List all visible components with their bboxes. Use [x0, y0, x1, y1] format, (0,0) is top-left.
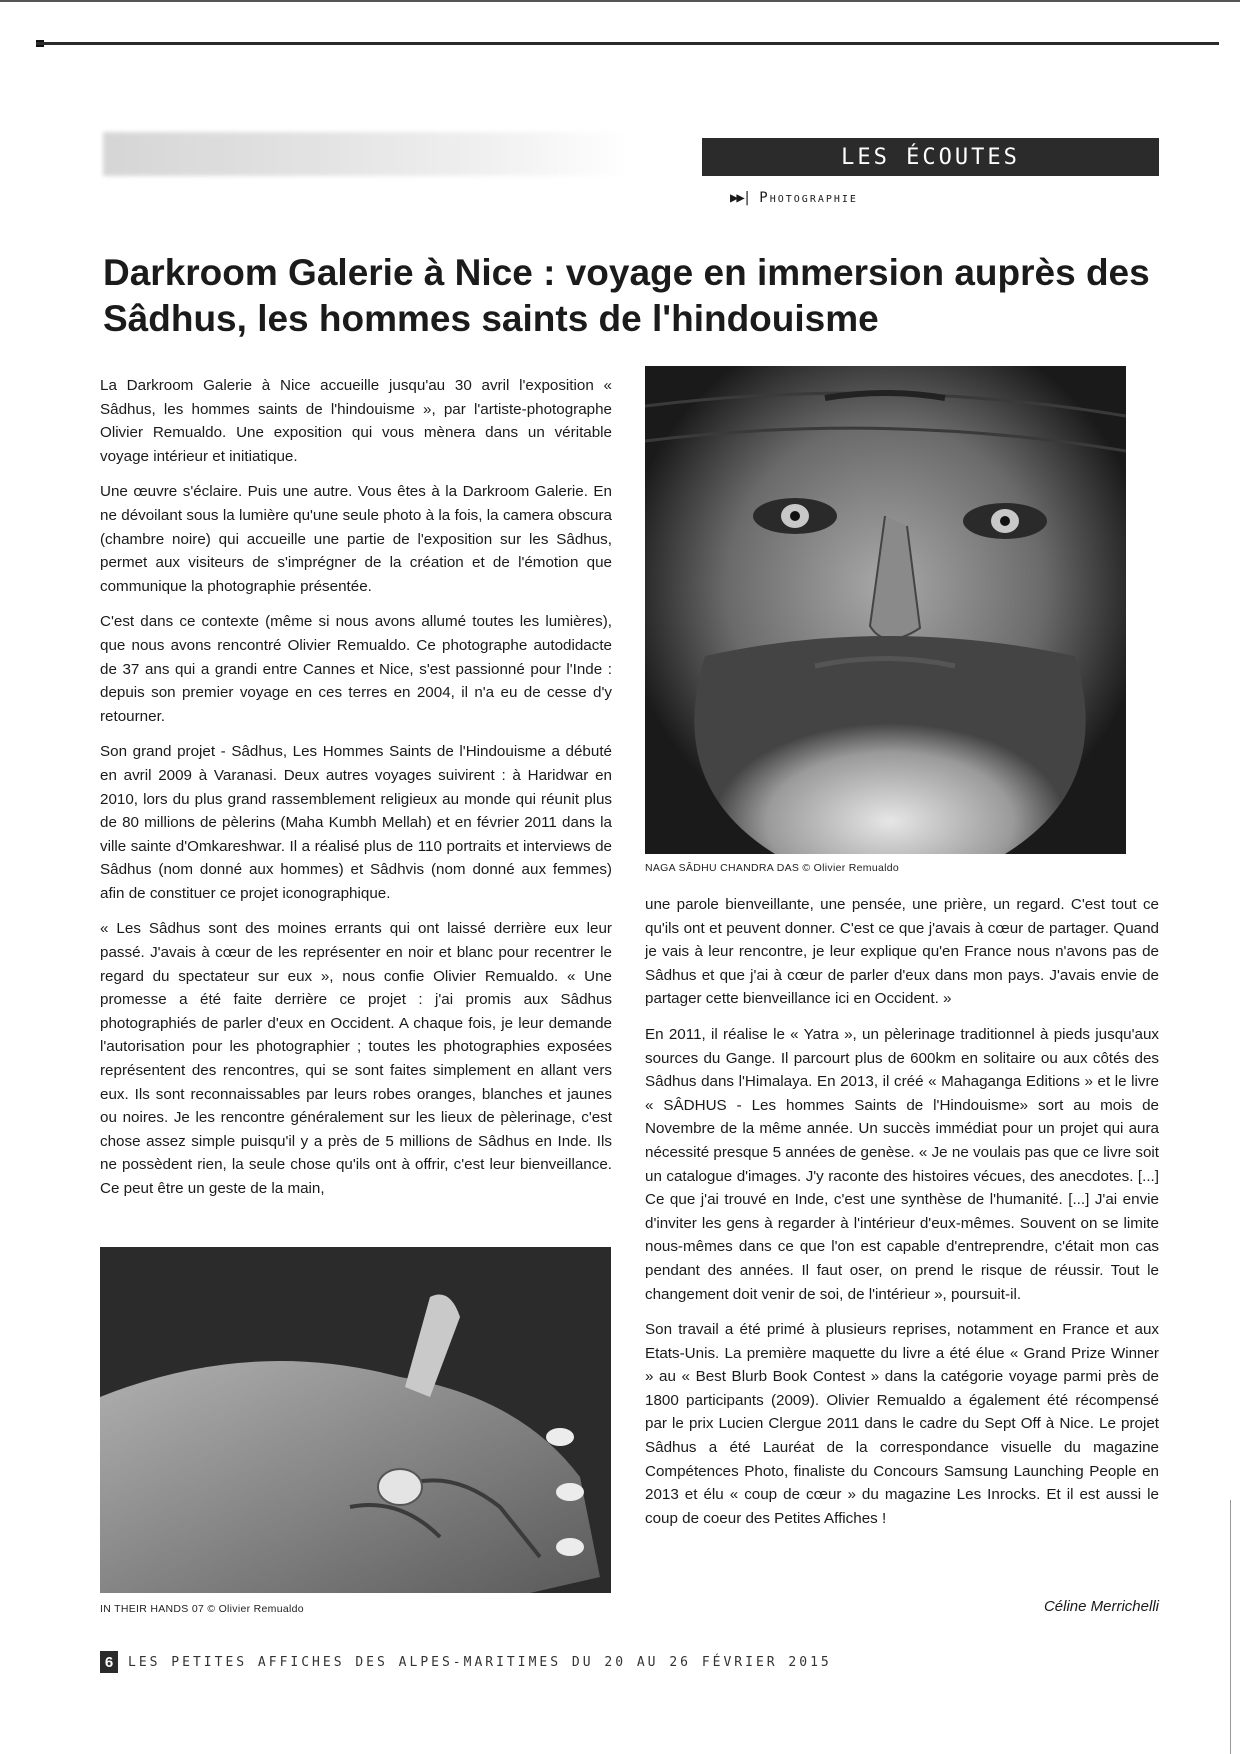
article-title: Darkroom Galerie à Nice : voyage en immersion auprès des Sâdhus, les hommes saints de l'hindouisme — [103, 252, 1150, 339]
paragraph: une parole bienveillante, une pensée, une prière, un regard. C'est tout ce qu'ils ont et peuvent donner. C'est ce que j'avais à cœur de partager. Quand je vais à leur rencontre, je leur explique qu'en France nous n'avons pas de Sâdhus et que j'ai à cœur de parler d'eux dans mon pays. J'avais envie de partager cette bienveillance ici en Occident. » — [645, 896, 1159, 1008]
hands-caption: IN THEIR HANDS 07 © Olivier Remualdo — [100, 1603, 304, 1615]
paragraph: Son travail a été primé à plusieurs reprises, notamment en France et aux Etats-Unis. La première maquette du livre a été élue « Grand Prize Winner » au « Best Blurb Book Contest » dans la catégorie voyage parmi près de 1800 participants (2009). Olivier Remualdo a également été récompensé par le prix Lucien Clergue 2011 dans le cadre du Sept Off à Nice. Le projet Sâdhus a été Lauréat de la correspondance visuelle du magazine Compétences Photo, finaliste du Concours Samsung Launching People en 2013 et élu « coup de cœur » du magazine Les Inrocks. Et il est aussi le coup de coeur des Petites Affiches ! — [645, 1321, 1159, 1527]
article-left-column — [100, 374, 612, 1213]
scan-edge-rule — [1230, 1500, 1231, 1754]
fast-forward-icon: ▶▶| — [730, 190, 750, 206]
paragraph: C'est dans ce contexte (même si nous avons allumé toutes les lumières), que nous avons rencontré Olivier Remualdo. Ce photographe autodidacte de 37 ans qui a grandi entre Cannes et Nice, s'est passionné pour l'Inde : depuis son premier voyage en ces terres en 2004, il n'a eu de cesse d'y retourner. — [100, 613, 612, 725]
publication-line: LES PETITES AFFICHES DES ALPES-MARITIMES DU 20 AU 26 FÉVRIER 2015 — [128, 1654, 832, 1670]
paragraph: La Darkroom Galerie à Nice accueille jusqu'au 30 avril l'exposition « Sâdhus, les hommes saints de l'hindouisme », par l'artiste-photographe Olivier Remualdo. Une exposition qui vous mènera dans un véritable voyage intérieur et initiatique. — [100, 377, 612, 465]
top-scan-rule — [0, 0, 1240, 2]
header-rule — [36, 42, 1219, 45]
blurred-header-band — [103, 132, 628, 176]
portrait-photo-art — [645, 366, 1126, 854]
paragraph: « Les Sâdhus sont des moines errants qui ont laissé derrière eux leur passé. J'avais à cœur de les représenter en noir et blanc pour recentrer le regard du spectateur sur eux », nous confie Olivier Remualdo. « Une promesse a été faite derrière ce projet : j'ai promis aux Sâdhus photographiés de parler d'eux en Occident. A chaque fois, je leur demande l'autorisation pour les photographier ; toutes les photographies exposées représentent des rencontres, qui se sont faites simplement en allant vers eux. Ils sont reconnaissables par leurs robes oranges, blanches et jaunes ou noires. Je les rencontre généralement sur les lieux de pèlerinage, c'est chose assez simple puisqu'il y a près de 5 millions de Sâdhus en Inde. Ils ne possèdent rien, la seule chose qu'ils ont à offrir, c'est leur bienveillance. Ce peut être un geste de la main, — [100, 920, 612, 1197]
section-label: LES ÉCOUTES — [841, 144, 1020, 170]
page-number: 6 — [100, 1651, 118, 1673]
article-right-column — [645, 893, 1159, 1542]
paragraph: En 2011, il réalise le « Yatra », un pèlerinage traditionnel à pieds jusqu'aux sources du Gange. Il parcourt plus de 600km en solitaire ou aux côtés des Sâdhus dans l'Himalaya. En 2013, il créé « Mahaganga Editions » et le livre « SÂDHUS - Les hommes Saints de l'Hindouisme» sort au mois de Novembre de la même année. Un succès immédiat pour un projet qui aura nécessité presque 5 années de genèse. « Je ne voulais pas que ce livre soit un catalogue d'images. J'y raconte des histoires vécues, des anecdotes. [...] Ce que j'ai trouvé en Inde, c'est une synthèse de l'humanité. [...] J'ai envie d'inviter les gens à regarder à l'intérieur d'eux-mêmes. Souvent on se limite nous-mêmes dans ce que l'on est capable d'entreprendre, c'était mon cas pendant des années. Il faut oser, on prend le risque de réussir. Tout le changement doit venir de soi, de l'intérieur », poursuit-il. — [645, 1025, 1159, 1303]
page-footer — [100, 1651, 832, 1673]
portrait-caption: NAGA SÂDHU CHANDRA DAS © Olivier Remualdo — [645, 862, 900, 874]
author-byline: Céline Merrichelli — [1043, 1598, 1159, 1615]
hands-photo — [100, 1247, 611, 1593]
section-tab — [702, 138, 1159, 176]
subsection-label: Photographie — [759, 190, 858, 206]
hands-photo-art — [100, 1247, 611, 1593]
subsection-header — [730, 188, 858, 208]
sadhu-portrait-photo — [645, 366, 1126, 854]
paragraph: Son grand projet - Sâdhus, Les Hommes Saints de l'Hindouisme a débuté en avril 2009 à Varanasi. Deux autres voyages suivirent : à Haridwar en 2010, lors du plus grand rassemblement religieux au monde qui réunit plus de 80 millions de pèlerins (Maha Kumbh Mellah) et en février 2011 dans la ville sainte d'Omkareshwar. Il a réalisé plus de 110 portraits et interviews de Sâdhus (nom donné aux hommes) et Sâdhvis (nom donné aux femmes) afin de constituer ce projet iconographique. — [100, 743, 612, 902]
paragraph: Une œuvre s'éclaire. Puis une autre. Vous êtes à la Darkroom Galerie. En ne dévoilant sous la lumière qu'une seule photo à la fois, la camera obscura (chambre noire) qui accueille une partie de l'exposition sur les Sâdhus, permet aux visiteurs de s'imprégner de la création et de l'émotion que communique la photographie présentée. — [100, 483, 612, 595]
